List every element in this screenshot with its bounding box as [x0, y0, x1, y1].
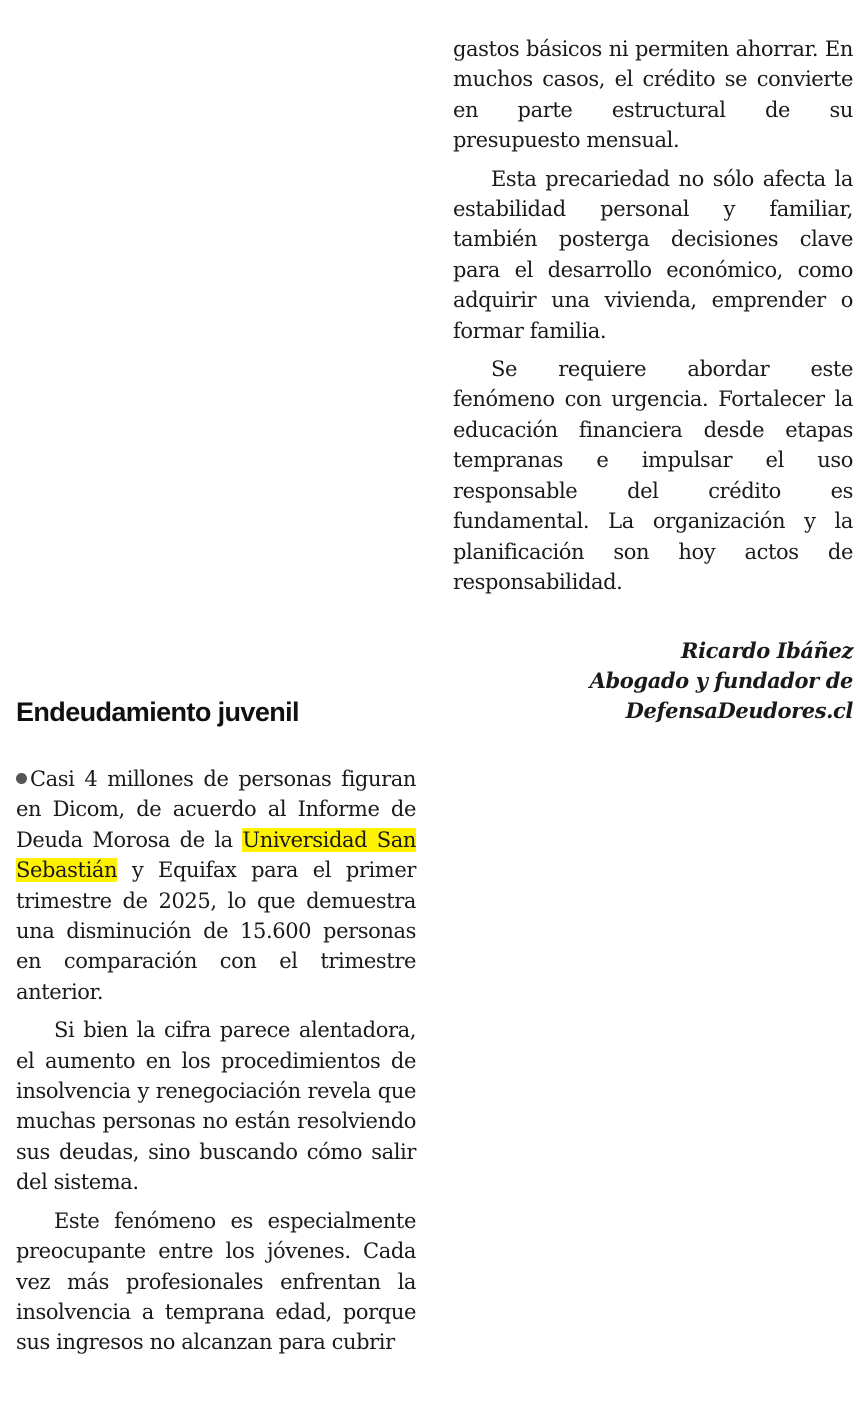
paragraph-fenomeno: Este fenómeno es especialmente preocupante entre los jóvenes. Cada vez más profesionales enfrentan la insolvencia a temprana edad, porque sus ingresos no alcanzan para cubrir: [16, 1208, 416, 1355]
paragraph-urgencia: Se requiere abordar este fenómeno con urgencia. Fortalecer la educación financiera desde etapas tempranas e impulsar el uso responsable del crédito es fundamental. La organización y la planificación son hoy actos de responsabilidad.: [453, 357, 853, 594]
article-headline: Endeudamiento juvenil: [16, 697, 299, 727]
left-column: [16, 764, 416, 1366]
highlighted-university: Universidad San Sebastián: [16, 827, 416, 883]
intro-text-before: Casi 4 millones de personas figuran en Dicom, de acuerdo al Informe de Deuda Morosa de la: [16, 767, 416, 852]
right-column: [453, 34, 853, 605]
paragraph-continuation: gastos básicos ni permiten ahorrar. En muchos casos, el crédito se convierte en parte estructural de su presupuesto mensual.: [453, 37, 853, 153]
author-signature: [433, 636, 853, 726]
author-role: Abogado y fundador de: [589, 668, 853, 693]
paragraph-intro: [16, 764, 416, 1007]
author-name: Ricardo Ibáñez: [681, 638, 853, 663]
paragraph-cifra: Si bien la cifra parece alentadora, el aumento en los procedimientos de insolvencia y renegociación revela que muchas personas no están resolviendo sus deudas, sino buscando cómo salir del sistema.: [16, 1018, 416, 1195]
paragraph-precariedad: Esta precariedad no sólo afecta la estabilidad personal y familiar, también posterga decisiones clave para el desarrollo económico, como adquirir una vivienda, emprender o formar familia.: [453, 166, 853, 343]
intro-text-after: y Equifax para el primer trimestre de 2025, lo que demuestra una disminución de 15.600 personas en comparación con el trimestre anterior.: [16, 858, 416, 1004]
bullet-icon: [16, 773, 27, 784]
author-organization: DefensaDeudores.cl: [625, 698, 853, 723]
